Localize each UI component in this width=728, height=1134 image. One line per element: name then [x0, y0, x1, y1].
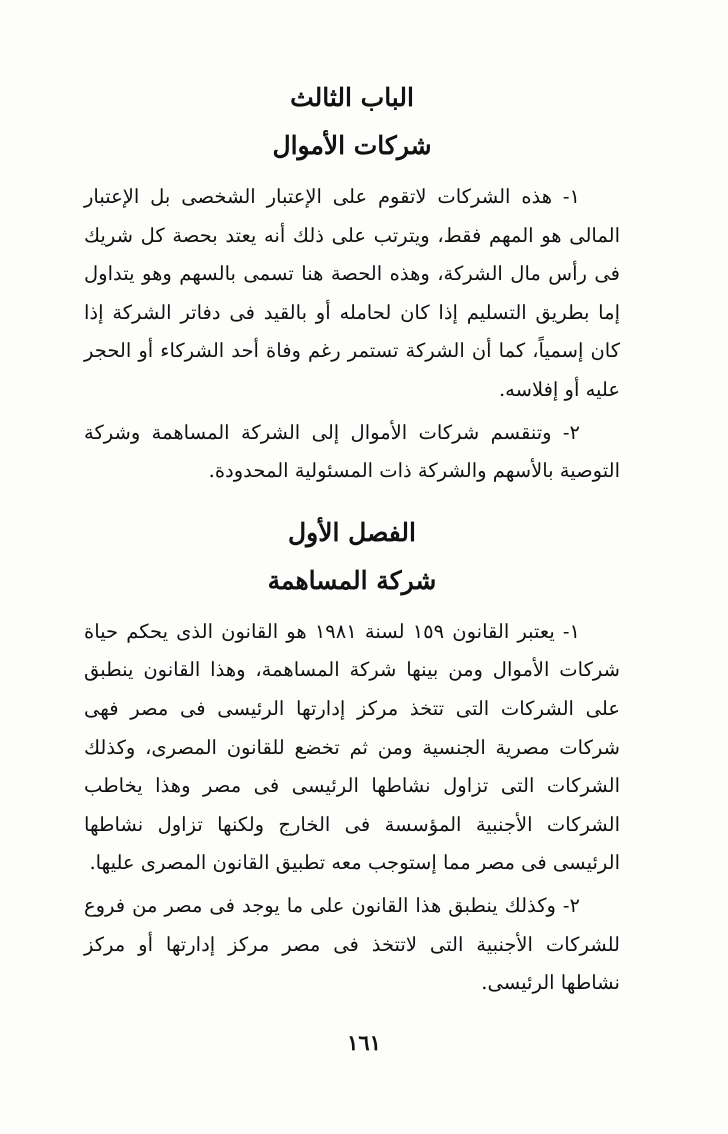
chapter-paragraph-2: ٢- وكذلك ينطبق هذا القانون على ما يوجد فى مصر من فروع للشركات الأجنبية التى لاتتخذ فى مصر مركز إدارتها أو مركز نشاطها الرئيسى.: [84, 893, 620, 995]
page-number: ١٦١: [347, 1030, 381, 1055]
part-paragraph-1: ١- هذه الشركات لاتقوم على الإعتبار الشخصى بل الإعتبار المالى هو المهم فقط، ويترتب على ذلك أنه يعتد بحصة كل شريك فى رأس مال الشركة، وهذه الحصة هنا تسمى بالسهم وهو يتداول إما بطريق التسليم إذا كان لحامله أو بالقيد فى دفاتر الشركة إذا كان إسمياً، كما أن الشركة تستمر رغم وفاة أحد الشركاء أو الحجر عليه أو إفلاسه.: [84, 185, 620, 401]
part-subtitle: شركات الأموال: [272, 131, 432, 160]
chapter-subtitle: شركة المساهمة: [267, 565, 437, 595]
chapter-paragraph-1: ١- يعتبر القانون ١٥٩ لسنة ١٩٨١ هو القانون الذى يحكم حياة شركات الأموال ومن بينها شركة المساهمة، وهذا القانون ينطبق على الشركات التى تتخذ مركز إدارتها الرئيسى فى مصر فهى شركات مصرية الجنسية ومن ثم تخضع للقانون المصرى، وكذلك الشركات التى تزاول نشاطها الرئيسى فى مصر وهذا يخاطب الشركات الأجنبية المؤسسة فى الخارج ولكنها تزاول نشاطها الرئيسى فى مصر مما إستوجب معه تطبيق القانون المصرى عليها.: [84, 619, 620, 875]
part-title: الباب الثالث: [290, 83, 414, 112]
chapter-title: الفصل الأول: [288, 517, 416, 547]
part-paragraph-2: ٢- وتنقسم شركات الأموال إلى الشركة المساهمة وشركة التوصية بالأسهم والشركة ذات المسئولية المحدودة.: [84, 420, 620, 483]
page-content: [84, 78, 620, 1007]
